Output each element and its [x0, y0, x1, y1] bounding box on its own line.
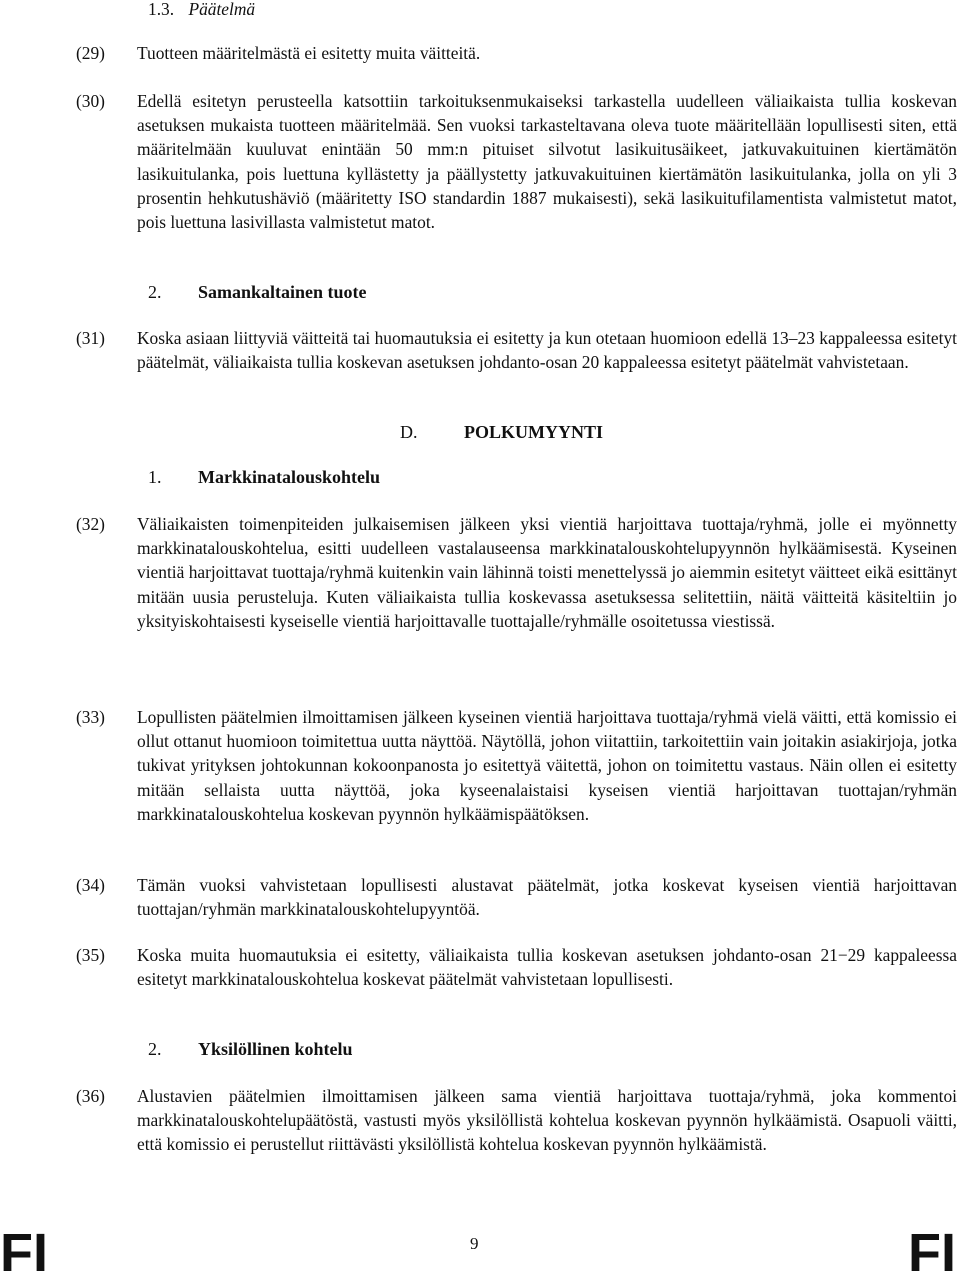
heading-number: 2. — [148, 282, 162, 302]
paragraph-text: Tämän vuoksi vahvistetaan lopullisesti alustavat päätelmät, jotka koskevat kyseisen vientiä harjoittavan tuottajan/ryhmän markkinatalouskohtelupyyntöä. — [137, 875, 957, 920]
paragraph-text: Tuotteen määritelmästä ei esitetty muita väitteitä. — [137, 43, 481, 63]
paragraph-number: (33) — [76, 707, 105, 727]
paragraph-text: Edellä esitetyn perusteella katsottiin tarkoituksenmukaiseksi tarkastella uudelleen väliaikaista tullia koskevan asetuksen mukaista tuotteen määritelmää. Sen vuoksi tarkasteltavana oleva tuote määritellään lopullisesti siten, että määritelmään kuuluvat enintään 50 mm:n pituiset silvotut lasikuitusäikeet, jatkuvakuituinen kiertämätön lasikuitulanka, pois luettuna kyllästetty ja päällystetty jatkuvakuituinen kiertämätön lasikuitulanka, jolla on yli 3 prosentin hehkutushäviö (määritetty ISO standardin 1887 mukaisesti), sekä lasikuitufilamentista valmistetut matot, pois luettuna lasivillasta valmistetut matot. — [137, 91, 957, 233]
paragraph-text: Koska asiaan liittyviä väitteitä tai huomautuksia ei esitetty ja kun otetaan huomioon edellä 13–23 kappaleessa esitetyt päätelmät, väliaikaista tullia koskevan asetuksen johdanto-osan 20 kappaleessa esitetyt päätelmät vahvistetaan. — [137, 328, 957, 373]
paragraph-text: Alustavien päätelmien ilmoittamisen jälkeen sama vientiä harjoittava tuottaja/ryhmä, joka kommentoi markkinatalouskohtelupäätöstä, vastusti myös yksilöllistä kohtelua koskevan pyynnön hylkäämistä. Osapuoli väitti, että komissio ei perustellut riittävästi yksilöllistä kohtelua koskevan pyynnön hylkäämistä. — [137, 1086, 957, 1155]
heading-number: D. — [400, 422, 418, 442]
paragraph-number: (35) — [76, 945, 105, 965]
paragraph-32 — [76, 512, 958, 633]
heading-title: POLKUMYYNTI — [464, 422, 603, 442]
paragraph-number: (30) — [76, 91, 105, 111]
paragraph-29 — [76, 41, 958, 65]
heading-number: 1. — [148, 467, 162, 487]
paragraph-36 — [76, 1084, 958, 1157]
paragraph-number: (29) — [76, 43, 105, 63]
paragraph-number: (34) — [76, 875, 105, 895]
heading-title: Markkinatalouskohtelu — [198, 467, 381, 487]
paragraph-number: (36) — [76, 1086, 105, 1106]
paragraph-30 — [76, 89, 958, 234]
paragraph-text: Väliaikaisten toimenpiteiden julkaisemisen jälkeen yksi vientiä harjoittava tuottaja/ryhmä, jolle ei myönnetty markkinatalouskohtelua, esitti uudelleen vastalauseensa markkinatalouskohtelupyynnön hylkäämisestä. Kyseinen vientiä harjoittavat tuottaja/ryhmä kuitenkin vain lähinnä toisti menettelyssä jo aiemmin esitetyt väitteet eikä esittänyt mitään uusia perusteluja. Kuten väliaikaista tullia koskevassa asetuksessa selitettiin, näitä väitteitä käsiteltiin jo yksityiskohtaisesti kyseiselle vientiä harjoittavalle tuottajalle/ryhmälle osoitetussa viestissä. — [137, 514, 957, 631]
section-number: 1.3. — [148, 0, 175, 19]
footer-language-right: FI — [908, 1223, 956, 1283]
heading-title: Samankaltainen tuote — [198, 282, 367, 302]
paragraph-text: Koska muita huomautuksia ei esitetty, väliaikaista tullia koskevan asetuksen johdanto-osan 21−29 kappaleessa esitetyt markkinatalouskohtelua koskevat päätelmät vahvistetaan lopullisesti. — [137, 945, 957, 990]
heading-market-economy-treatment — [148, 467, 380, 488]
heading-title: Yksilöllinen kohtelu — [198, 1039, 353, 1059]
section-title: Päätelmä — [188, 0, 256, 19]
paragraph-34 — [76, 873, 958, 921]
footer-language-left: FI — [0, 1223, 48, 1283]
section-heading — [148, 0, 255, 21]
paragraph-31 — [76, 326, 958, 374]
paragraph-35 — [76, 943, 958, 991]
paragraph-number: (32) — [76, 514, 105, 534]
page-number: 9 — [470, 1234, 479, 1253]
paragraph-text: Lopullisten päätelmien ilmoittamisen jälkeen kyseinen vientiä harjoittava tuottaja/ryhmä vielä väitti, että komissio ei ollut ottanut huomioon toimitettua uutta näyttöä. Näytöllä, johon viitattiin, tarkoitettiin vain joitakin asiakirjoja, jotka tukivat yrityksen johtokunnan kokoonpanosta jo esitettyä väitettä, johon on toimitettu vastaus. Näin ollen ei esitetty mitään sellaista uutta näyttöä, joka kyseenalaistaisi kyseisen vientiä harjoittavan tuottajan/ryhmän markkinatalouskohtelua koskevan pyynnön hylkäämispäätöksen. — [137, 707, 957, 824]
heading-dumping — [400, 422, 603, 443]
heading-similar-product — [148, 282, 367, 303]
paragraph-33 — [76, 705, 958, 826]
paragraph-number: (31) — [76, 328, 105, 348]
heading-number: 2. — [148, 1039, 162, 1059]
heading-individual-treatment — [148, 1039, 353, 1060]
